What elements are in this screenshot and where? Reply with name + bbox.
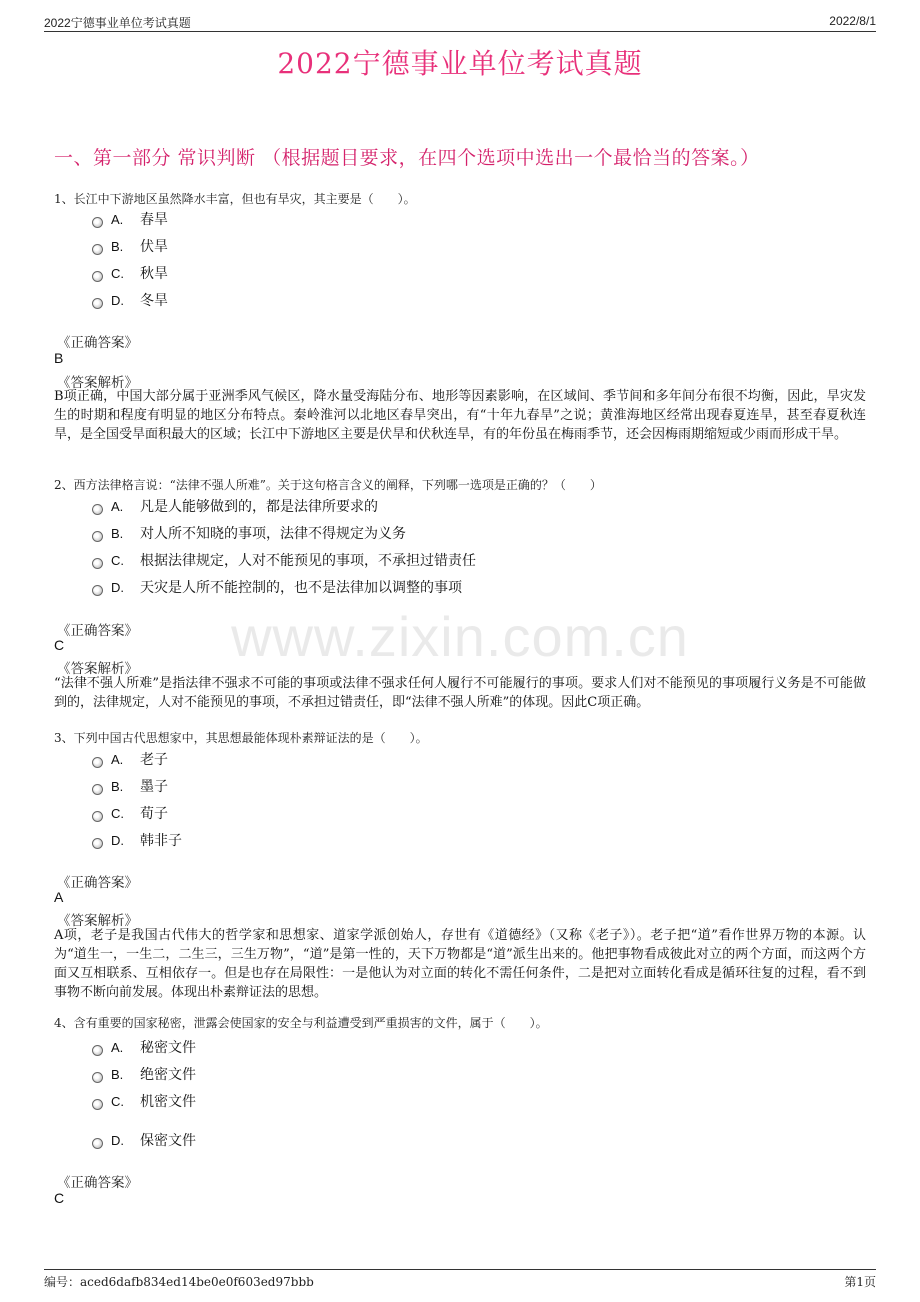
q1-analysis: B项正确，中国大部分属于亚洲季风气候区，降水量受海陆分布、地形等因素影响，在区域间、季节间和多年间分布很不均衡，因此，旱灾发生的时期和程度有明显的地区分布特点。秦岭淮河以北地区春旱突出，有“十年九春旱”之说；黄淮海地区经常出现春夏连旱，甚至春夏秋连旱，是全国受旱面积最大的区域；长江中下游地区主要是伏旱和伏秋连旱，有的年份虽在梅雨季节，还会因梅雨期缩短或少雨而形成干旱。 xyxy=(54,389,866,442)
analysis-label: 《答案解析》 xyxy=(57,913,138,929)
document-title: 2022宁德事业单位考试真题 xyxy=(277,47,643,80)
radio-icon[interactable] xyxy=(92,784,103,795)
analysis-label: 《答案解析》 xyxy=(57,661,138,677)
radio-icon[interactable] xyxy=(92,271,103,282)
q3-analysis: A项，老子是我国古代伟大的哲学家和思想家、道家学派创始人，存世有《道德经》（又称《老子》）。老子把“道”看作世界万物的本源。认为“道生一，一生二，二生三，三生万物”，“道”是第一性的，天下万物都是“道”派生出来的。他把事物看成彼此对立的两个方面，而这两个方面又互相联系、互相依存一。但是也存在局限性：一是他认为对立面的转化不需任何条件，二是把对立面转化看成是循环往复的过程，看不到事物不断向前发展。体现出朴素辩证法的思想。 xyxy=(54,928,866,1000)
q4-answer: C xyxy=(54,1190,65,1206)
q3-answer: A xyxy=(54,889,64,905)
q1-option-b[interactable]: B. 伏旱 xyxy=(92,236,168,254)
q3-option-a[interactable]: A. 老子 xyxy=(92,749,168,767)
radio-icon[interactable] xyxy=(92,811,103,822)
q4-option-c[interactable]: C. 机密文件 xyxy=(92,1091,196,1109)
radio-icon[interactable] xyxy=(92,217,103,228)
q1-option-c[interactable]: C. 秋旱 xyxy=(92,263,168,281)
header-left: 2022宁德事业单位考试真题 xyxy=(44,16,191,30)
answer-label: 《正确答案》 xyxy=(57,623,138,639)
document-id: 编号：aced6dafb834ed14be0e0f603ed97bbb xyxy=(44,1275,314,1289)
q2-analysis: “法律不强人所难”是指法律不强求不可能的事项或法律不强求任何人履行不可能履行的事项。要求人们对不能预见的事项履行义务是不可能做到的，法律规定，人对不能预见的事项，不承担过错责任，即“法律不强人所难”的体现。因此C项正确。 xyxy=(54,676,866,710)
question-3-stem: 3、下列中国古代思想家中，其思想最能体现朴素辩证法的是（ ）。 xyxy=(54,731,428,745)
q2-option-d[interactable]: D. 天灾是人所不能控制的，也不是法律加以调整的事项 xyxy=(92,577,462,595)
q4-option-b[interactable]: B. 绝密文件 xyxy=(92,1064,196,1082)
answer-label: 《正确答案》 xyxy=(57,335,138,351)
q2-answer: C xyxy=(54,637,65,653)
q2-option-a[interactable]: A. 凡是人能够做到的，都是法律所要求的 xyxy=(92,496,378,514)
radio-icon[interactable] xyxy=(92,244,103,255)
radio-icon[interactable] xyxy=(92,504,103,515)
radio-icon[interactable] xyxy=(92,1099,103,1110)
question-1-stem: 1、长江中下游地区虽然降水丰富，但也有旱灾，其主要是（ ）。 xyxy=(54,192,416,206)
page-header xyxy=(44,14,876,30)
analysis-label: 《答案解析》 xyxy=(57,375,138,391)
radio-icon[interactable] xyxy=(92,1045,103,1056)
radio-icon[interactable] xyxy=(92,1138,103,1149)
q1-option-d[interactable]: D. 冬旱 xyxy=(92,290,168,308)
radio-icon[interactable] xyxy=(92,838,103,849)
section-heading: 一、第一部分 常识判断 （根据题目要求，在四个选项中选出一个最恰当的答案。） xyxy=(54,147,760,169)
radio-icon[interactable] xyxy=(92,298,103,309)
page-number: 第1页 xyxy=(844,1275,876,1289)
question-2-stem: 2、西方法律格言说：“法律不强人所难”。关于这句格言含义的阐释，下列哪一选项是正确的？（ ） xyxy=(54,478,602,492)
radio-icon[interactable] xyxy=(92,531,103,542)
page-footer xyxy=(44,1273,876,1289)
watermark: www.zixin.com.cn xyxy=(231,605,689,668)
q2-option-b[interactable]: B. 对人所不知晓的事项，法律不得规定为义务 xyxy=(92,523,406,541)
radio-icon[interactable] xyxy=(92,1072,103,1083)
q2-option-c[interactable]: C. 根据法律规定，人对不能预见的事项，不承担过错责任 xyxy=(92,550,476,568)
q3-option-c[interactable]: C. 荀子 xyxy=(92,803,168,821)
radio-icon[interactable] xyxy=(92,558,103,569)
q4-option-a[interactable]: A. 秘密文件 xyxy=(92,1037,196,1055)
question-4-stem: 4、含有重要的国家秘密，泄露会使国家的安全与利益遭受到严重损害的文件，属于（ ）。 xyxy=(54,1016,548,1030)
answer-label: 《正确答案》 xyxy=(57,875,138,891)
q3-option-d[interactable]: D. 韩非子 xyxy=(92,830,182,848)
q1-option-a[interactable]: A. 春旱 xyxy=(92,209,168,227)
header-rule xyxy=(44,31,876,32)
radio-icon[interactable] xyxy=(92,585,103,596)
q3-option-b[interactable]: B. 墨子 xyxy=(92,776,168,794)
answer-label: 《正确答案》 xyxy=(57,1175,138,1191)
header-date: 2022/8/1 xyxy=(829,14,876,28)
q1-answer: B xyxy=(54,350,64,366)
footer-rule xyxy=(44,1269,876,1270)
q4-option-d[interactable]: D. 保密文件 xyxy=(92,1130,196,1148)
radio-icon[interactable] xyxy=(92,757,103,768)
